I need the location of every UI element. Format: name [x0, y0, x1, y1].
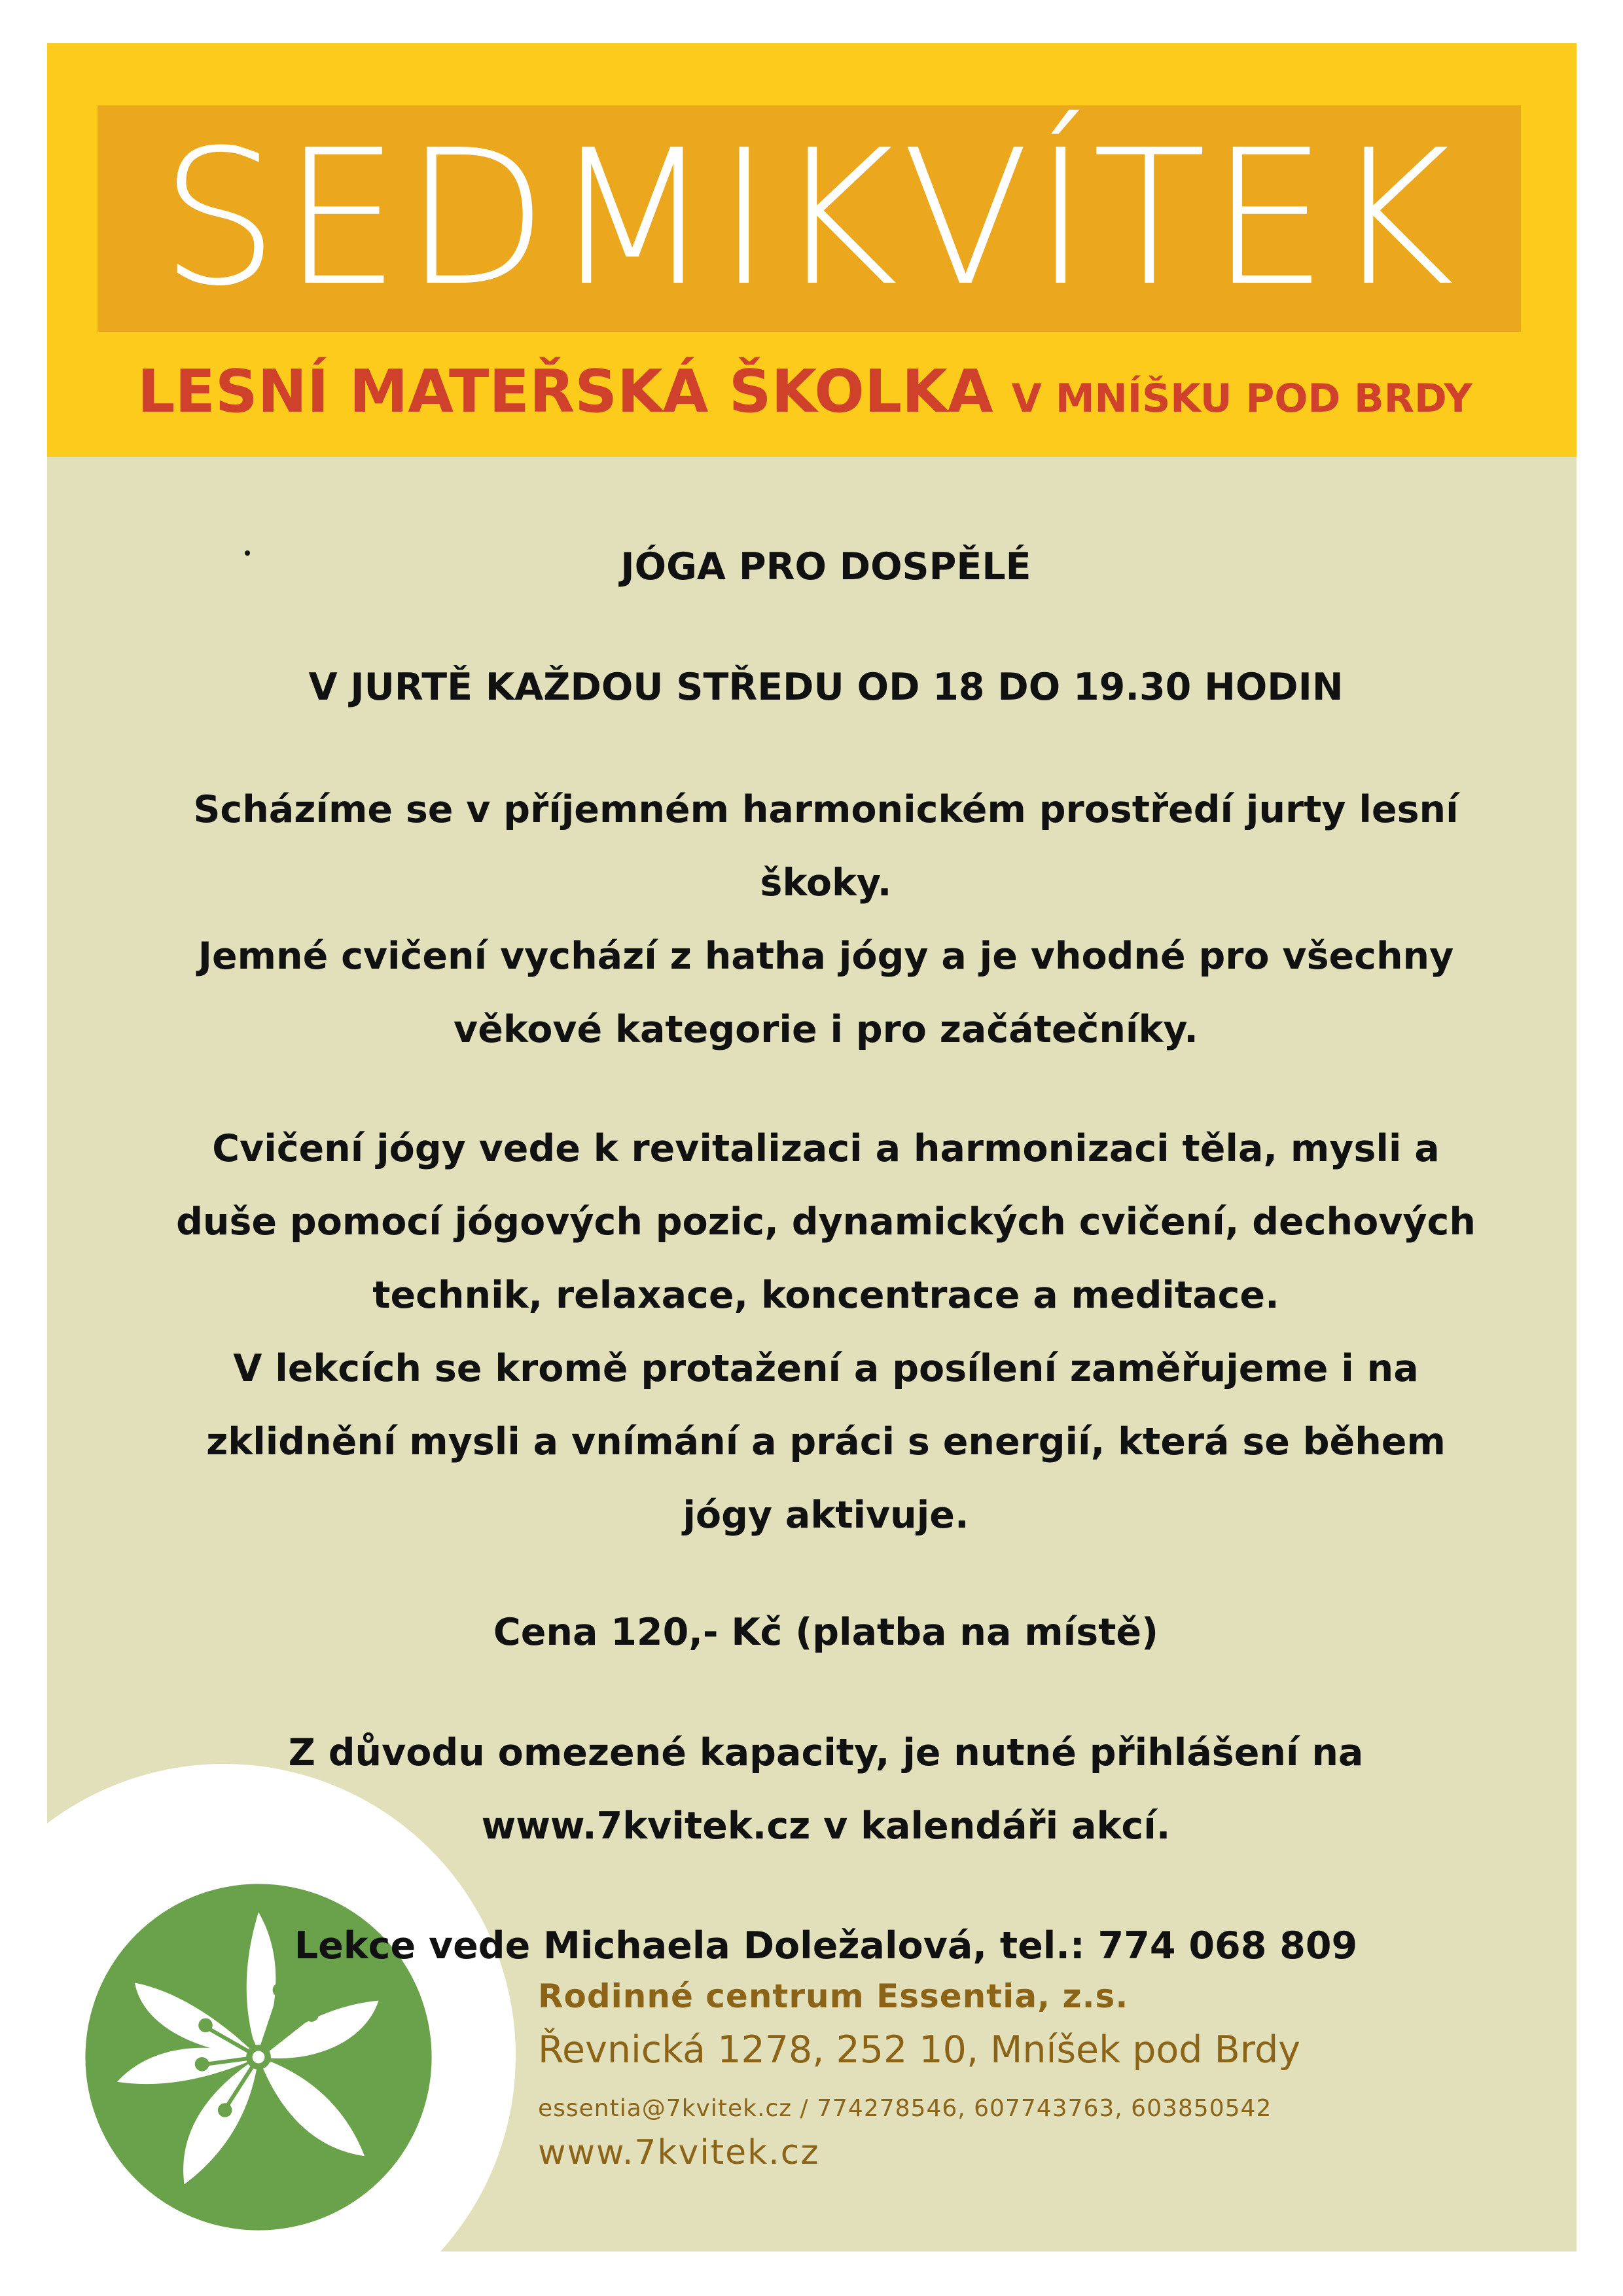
- brand-box: [98, 105, 1521, 332]
- tagline: [137, 357, 1544, 426]
- intro-line: Scházíme se v příjemném harmonickém prostředí jurty lesní: [193, 788, 1459, 831]
- body-line: technik, relaxace, koncentrace a meditace.: [372, 1274, 1279, 1317]
- body-line: Cvičení jógy vede k revitalizaci a harmonizaci těla, mysli a: [212, 1127, 1440, 1170]
- org-address: Řevnická 1278, 252 10, Mníšek pod Brdy: [538, 2028, 1301, 2072]
- brand-title: SEDMIKVÍTEK: [160, 109, 1459, 327]
- event-title: JÓGA PRO DOSPĚLÉ: [620, 545, 1031, 588]
- tagline-sub: V MNÍŠKU POD BRDY: [1011, 376, 1472, 422]
- tagline-main: LESNÍ MATEŘSKÁ ŠKOLKA: [137, 357, 993, 426]
- price: Cena 120,- Kč (platba na místě): [493, 1611, 1159, 1654]
- body-line: V lekcích se kromě protažení a posílení zaměřujeme i na: [233, 1347, 1419, 1390]
- registration-line: www.7kvitek.cz v kalendáři akcí.: [481, 1804, 1171, 1848]
- org-name: Rodinné centrum Essentia, z.s.: [538, 1977, 1129, 2015]
- flyer: [47, 43, 1577, 2251]
- header-banner: [47, 43, 1577, 457]
- body-line: jógy aktivuje.: [683, 1494, 969, 1537]
- org-website-link[interactable]: www.7kvitek.cz: [538, 2133, 820, 2172]
- intro-line: Jemné cvičení vychází z hatha jógy a je vhodné pro všechny: [198, 935, 1454, 978]
- org-contact: essentia@7kvitek.cz / 774278546, 607743763, 603850542: [538, 2095, 1272, 2122]
- body-line: zklidnění mysli a vnímání a práci s energií, která se během: [206, 1420, 1446, 1463]
- registration-line: Z důvodu omezené kapacity, je nutné přihlášení na: [288, 1731, 1364, 1774]
- event-schedule: V JURTĚ KAŽDOU STŘEDU OD 18 DO 19.30 HODIN: [308, 666, 1344, 709]
- instructor: Lekce vede Michaela Doležalová, tel.: 774 068 809: [294, 1924, 1358, 1967]
- body-line: duše pomocí jógových pozic, dynamických cvičení, dechových: [176, 1200, 1476, 1244]
- intro-line: škoky.: [760, 861, 892, 905]
- intro-line: věkové kategorie i pro začátečníky.: [454, 1008, 1198, 1051]
